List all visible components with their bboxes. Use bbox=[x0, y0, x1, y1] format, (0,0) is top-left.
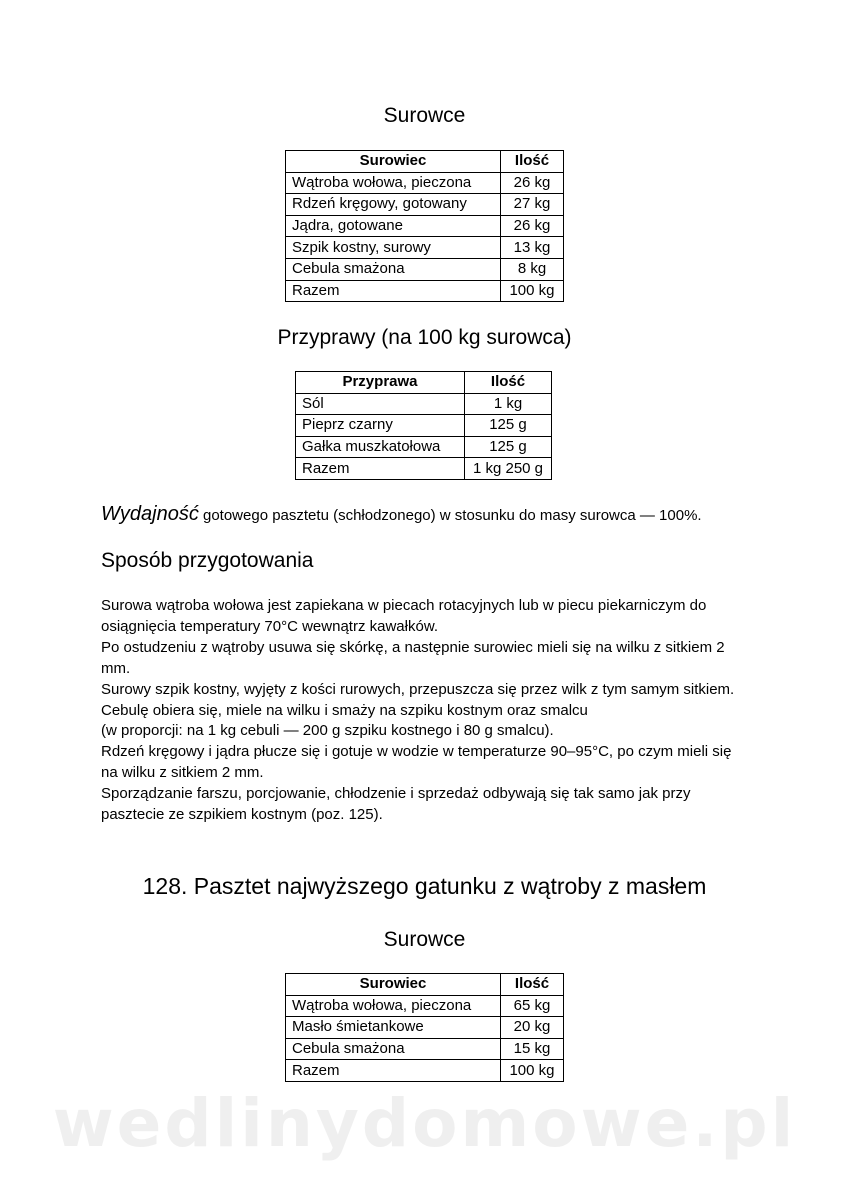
table-row bbox=[296, 415, 552, 437]
method-paragraph: Sporządzanie farszu, porcjowanie, chłodzenie i sprzedaż odbywają się tak samo jak przy pasztecie ze szpikiem kostnym (poz. 125). bbox=[101, 785, 691, 824]
yield-text: gotowego pasztetu (schłodzonego) w stosunku do masy surowca — 100%. bbox=[202, 507, 702, 524]
ingredient-name: Cebula smażona bbox=[286, 258, 501, 280]
watermark: wedlinydomowe.pl bbox=[52, 1085, 797, 1162]
spice-name: Gałka muszkatołowa bbox=[296, 436, 465, 458]
method-paragraph: Surowy szpik kostny, wyjęty z kości rurowych, przepuszcza się przez wilk z tym samym sitkiem. bbox=[101, 680, 735, 698]
method-text bbox=[101, 596, 751, 826]
spices-table bbox=[295, 371, 552, 480]
table-row-total bbox=[296, 458, 552, 480]
ingredient-quantity: 100 kg bbox=[501, 280, 564, 302]
recipe-ingredients-heading: Surowce bbox=[383, 928, 466, 951]
ingredient-quantity: 13 kg bbox=[501, 237, 564, 259]
spice-quantity: 125 g bbox=[465, 436, 552, 458]
ingredient-quantity: 27 kg bbox=[501, 194, 564, 216]
ingredient-name: Szpik kostny, surowy bbox=[286, 237, 501, 259]
ingredient-name: Wątroba wołowa, pieczona bbox=[286, 995, 501, 1017]
method-paragraph: Surowa wątroba wołowa jest zapiekana w piecach rotacyjnych lub w piecu piekarniczym do osiągnięcia temperatury 70°C wewnątrz kawałków. bbox=[101, 597, 707, 635]
table-row bbox=[286, 258, 564, 280]
recipe-title: 128. Pasztet najwyższego gatunku z wątroby z masłem bbox=[142, 873, 707, 899]
column-header-ingredient: Surowiec bbox=[286, 151, 501, 173]
ingredient-quantity: 26 kg bbox=[501, 215, 564, 237]
ingredients-heading: Surowce bbox=[383, 104, 466, 127]
ingredient-quantity: 26 kg bbox=[501, 172, 564, 194]
spice-quantity: 1 kg bbox=[465, 393, 552, 415]
column-header-quantity: Ilość bbox=[501, 974, 564, 996]
table-row bbox=[286, 1038, 564, 1060]
ingredient-name: Cebula smażona bbox=[286, 1038, 501, 1060]
ingredient-name: Wątroba wołowa, pieczona bbox=[286, 172, 501, 194]
method-paragraph: (w proporcji: na 1 kg cebuli — 200 g szpiku kostnego i 80 g smalcu). bbox=[101, 722, 554, 740]
ingredient-quantity: 8 kg bbox=[501, 258, 564, 280]
table-row bbox=[296, 436, 552, 458]
method-paragraph: Po ostudzeniu z wątroby usuwa się skórkę, a następnie surowiec mieli się na wilku z sitkiem 2 mm. bbox=[101, 638, 725, 677]
yield-term: Wydajność bbox=[101, 503, 199, 525]
yield-statement bbox=[101, 502, 702, 528]
spice-quantity: 125 g bbox=[465, 415, 552, 437]
column-header-spice: Przyprawa bbox=[296, 372, 465, 394]
table-row-total bbox=[286, 1060, 564, 1082]
table-row bbox=[286, 172, 564, 194]
table-row bbox=[286, 237, 564, 259]
table-row bbox=[286, 194, 564, 216]
recipe-ingredients-table bbox=[285, 973, 564, 1082]
spices-heading: Przyprawy (na 100 kg surowca) bbox=[277, 326, 572, 349]
table-row bbox=[286, 995, 564, 1017]
column-header-quantity: Ilość bbox=[465, 372, 552, 394]
spice-name: Sól bbox=[296, 393, 465, 415]
method-paragraph: Rdzeń kręgowy i jądra płucze się i gotuje w wodzie w temperaturze 90–95°C, po czym mieli się na wilku z sitkiem 2 mm. bbox=[101, 743, 732, 782]
spice-quantity: 1 kg 250 g bbox=[465, 458, 552, 480]
spice-name: Pieprz czarny bbox=[296, 415, 465, 437]
method-heading: Sposób przygotowania bbox=[101, 549, 314, 572]
table-row bbox=[296, 393, 552, 415]
ingredient-quantity: 20 kg bbox=[501, 1017, 564, 1039]
table-header-row bbox=[286, 151, 564, 173]
ingredient-name: Masło śmietankowe bbox=[286, 1017, 501, 1039]
ingredient-name: Razem bbox=[286, 280, 501, 302]
ingredient-name: Jądra, gotowane bbox=[286, 215, 501, 237]
table-header-row bbox=[286, 974, 564, 996]
column-header-quantity: Ilość bbox=[501, 151, 564, 173]
column-header-ingredient: Surowiec bbox=[286, 974, 501, 996]
ingredient-quantity: 65 kg bbox=[501, 995, 564, 1017]
table-row bbox=[286, 1017, 564, 1039]
ingredient-quantity: 100 kg bbox=[501, 1060, 564, 1082]
table-header-row bbox=[296, 372, 552, 394]
table-row-total bbox=[286, 280, 564, 302]
ingredient-name: Rdzeń kręgowy, gotowany bbox=[286, 194, 501, 216]
method-paragraph: Cebulę obiera się, miele na wilku i smaży na szpiku kostnym oraz smalcu bbox=[101, 701, 588, 719]
ingredient-name: Razem bbox=[286, 1060, 501, 1082]
table-row bbox=[286, 215, 564, 237]
ingredients-table bbox=[285, 150, 564, 302]
ingredient-quantity: 15 kg bbox=[501, 1038, 564, 1060]
spice-name: Razem bbox=[296, 458, 465, 480]
